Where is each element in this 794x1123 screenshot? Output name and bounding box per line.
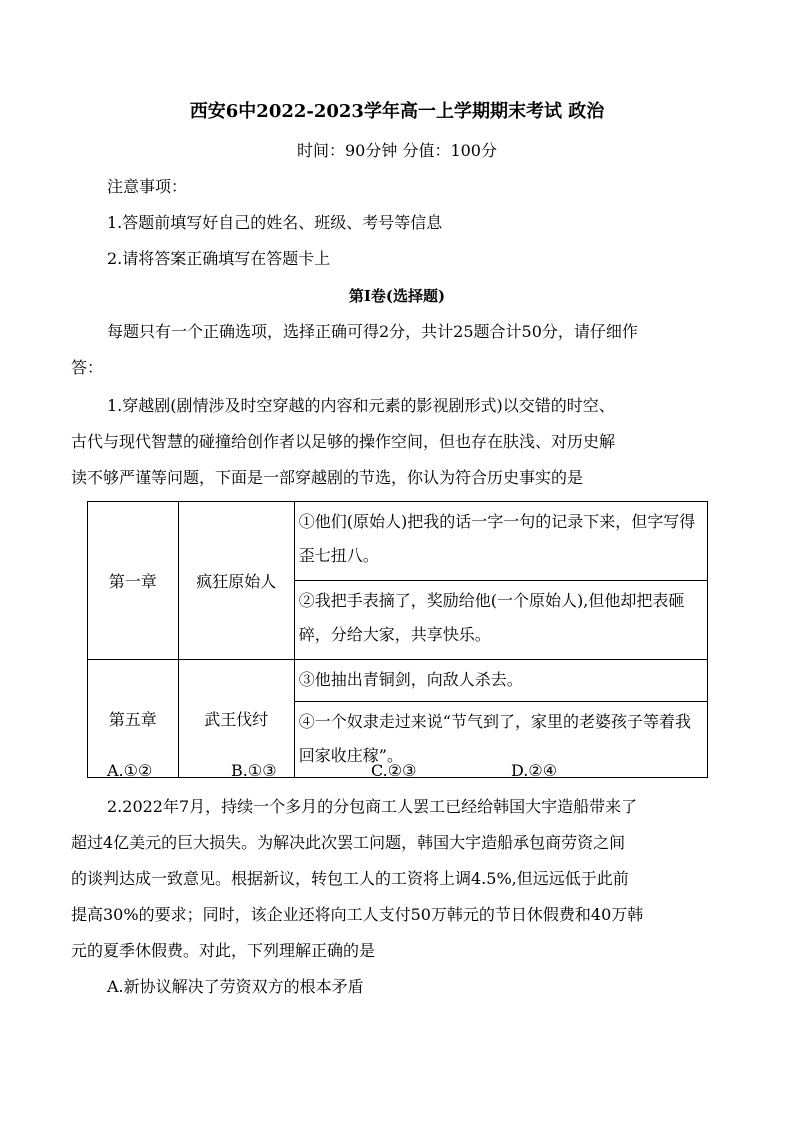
table-row [88,502,708,581]
q1-stem-line-3: 读不够严谨等问题，下面是一部穿越剧的节选，你认为符合历史事实的是 [71,468,584,487]
table-row [88,660,708,702]
table-cell-story: 疯狂原始人 [178,502,294,660]
exam-time-score: 时间：90分钟 分值：100分 [297,141,497,160]
q1-option-a: A.①② [107,761,153,780]
section-title: 第I卷(选择题) [348,287,446,305]
q1-stem-line-2: 古代与现代智慧的碰撞给创作者以足够的操作空间，但也存在肤浅、对历史解 [71,432,616,451]
q1-option-b: B.①③ [231,761,277,780]
note-item-1: 1.答题前填写好自己的姓名、班级、考号等信息 [107,213,443,232]
q1-option-d: D.②④ [511,761,558,780]
table-cell-story: 武王伐纣 [178,660,294,778]
exam-title: 西安6中2022-2023学年高一上学期期末考试 政治 [189,101,605,122]
table-cell-event: ④一个奴隶走过来说“节气到了，家里的老婆孩子等着我回家收庄稼”。 [294,702,707,778]
q1-table [87,501,708,778]
q1-stem-line-1: 1.穿越剧(剧情涉及时空穿越的内容和元素的影视剧形式)以交错的时空、 [107,396,615,415]
table-cell-chapter: 第五章 [88,660,179,778]
q1-option-c: C.②③ [371,761,417,780]
table-cell-event: ①他们(原始人)把我的话一字一句的记录下来，但字写得歪七扭八。 [294,502,707,581]
table-cell-chapter: 第一章 [88,502,179,660]
table-cell-event: ②我把手表摘了，奖励给他(一个原始人),但他却把表砸碎，分给大家，共享快乐。 [294,581,707,660]
q2-stem-line-4: 提高30%的要求；同时，该企业还将向工人支付50万韩元的节日休假费和40万韩 [71,905,644,924]
q2-stem-line-5: 元的夏季休假费。对此，下列理解正确的是 [71,941,376,960]
note-item-2: 2.请将答案正确填写在答题卡上 [107,249,331,268]
q2-stem-line-3: 的谈判达成一致意见。根据新议，转包工人的工资将上调4.5%,但远远低于此前 [71,869,629,888]
table-cell-event: ③他抽出青铜剑，向敌人杀去。 [294,660,707,702]
section-intro-line-2: 答： [71,358,104,377]
q2-stem-line-1: 2.2022年7月，持续一个多月的分包商工人罢工已经给韩国大宇造船带来了 [107,797,638,816]
notes-heading: 注意事项： [107,177,188,196]
q2-stem-line-2: 超过4亿美元的巨大损失。为解决此次罢工问题，韩国大宇造船承包商劳资之间 [71,833,626,852]
section-intro-line-1: 每题只有一个正确选项，选择正确可得2分，共计25题合计50分，请仔细作 [107,322,638,341]
q2-option-a: A.新协议解决了劳资双方的根本矛盾 [107,977,364,996]
